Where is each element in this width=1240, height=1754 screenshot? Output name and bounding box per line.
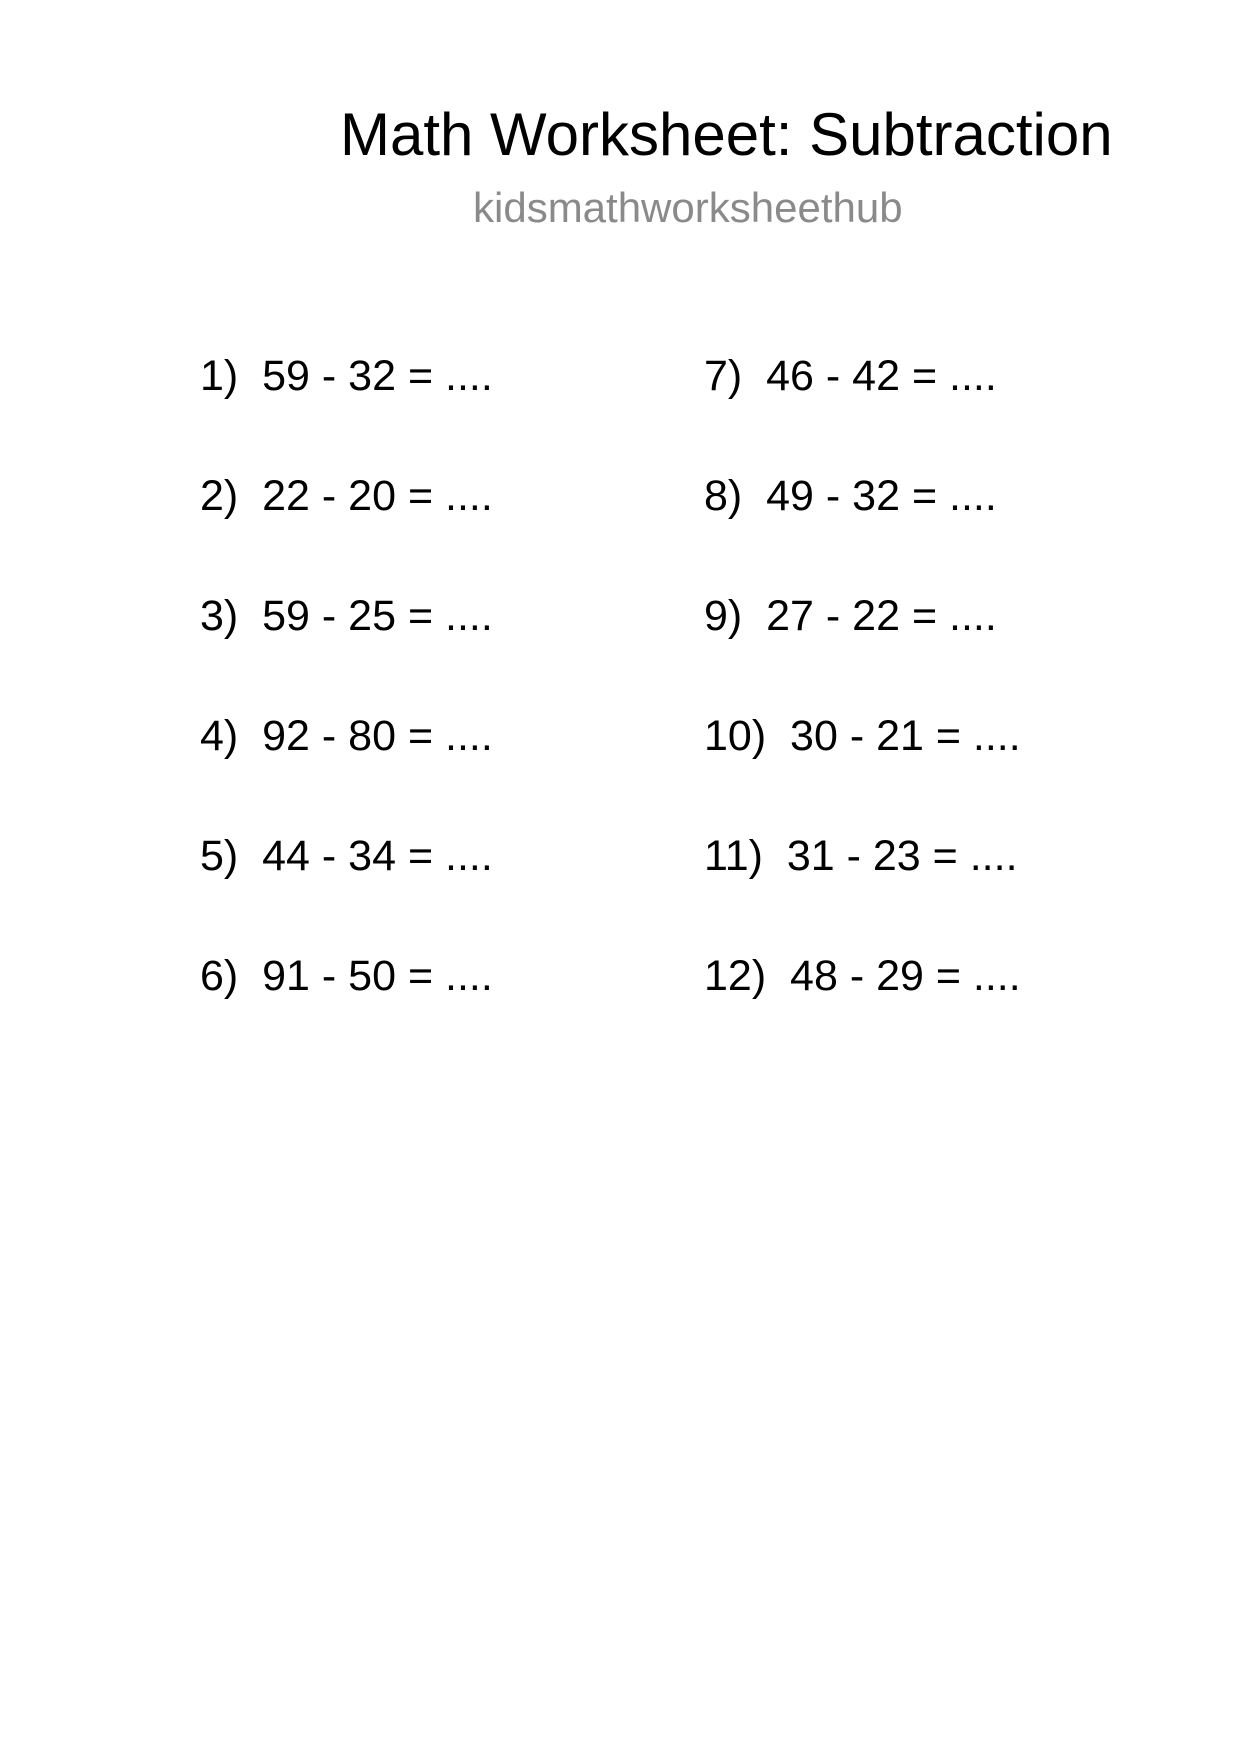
page-title: Math Worksheet: Subtraction [340, 101, 1113, 168]
problem-4: 4) 92 - 80 = .... [200, 712, 493, 760]
problem-11: 11) 31 - 23 = .... [704, 832, 1018, 880]
problem-column-right [704, 350, 1021, 1070]
problem-8: 8) 49 - 32 = .... [704, 472, 997, 520]
problem-6: 6) 91 - 50 = .... [200, 952, 493, 1000]
problem-7: 7) 46 - 42 = .... [704, 352, 997, 400]
problem-column-left [200, 350, 493, 1070]
problem-1: 1) 59 - 32 = .... [200, 352, 493, 400]
problem-3: 3) 59 - 25 = .... [200, 592, 493, 640]
problem-2: 2) 22 - 20 = .... [200, 472, 493, 520]
problem-5: 5) 44 - 34 = .... [200, 832, 493, 880]
problem-9: 9) 27 - 22 = .... [704, 592, 997, 640]
problem-10: 10) 30 - 21 = .... [704, 712, 1021, 760]
problem-12: 12) 48 - 29 = .... [704, 952, 1021, 1000]
page-subtitle: kidsmathworksheethub [473, 184, 903, 231]
